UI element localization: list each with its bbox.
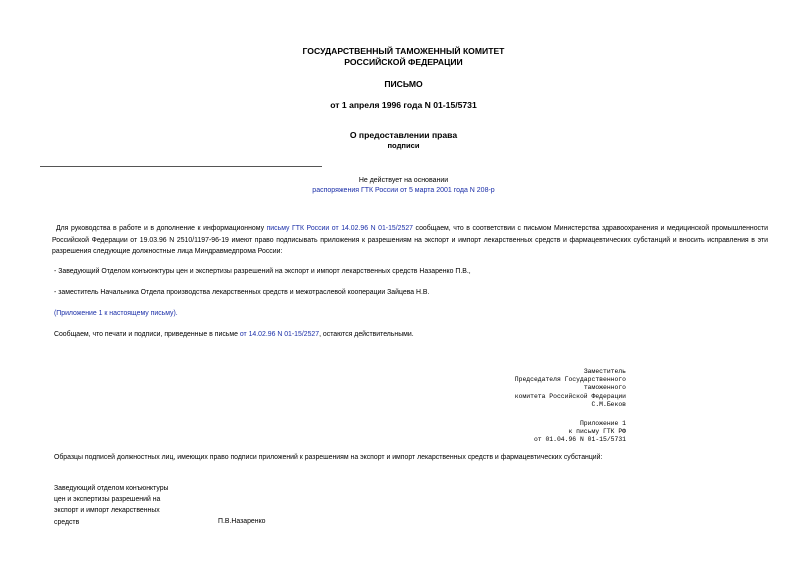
agency-name-line1: ГОСУДАРСТВЕННЫЙ ТАМОЖЕННЫЙ КОМИТЕТ — [302, 46, 505, 56]
appendix-header-line: от 01.04.96 N 01-15/5731 — [533, 436, 626, 444]
body-paragraph-1 — [52, 223, 768, 258]
body-paragraph-1-end: сообщаем, что в соответствии с письмом Министерства здравоохранения и медицинской промышленности Российской Федерации от 19.03.96 N 2510/1197-96-19 имеют право подписывать приложения к разрешениям на экспорт и импорт лекарственных средств и фармацевтических субстанций и вносить исправления в эти разрешения следующие должностные лица Миндравмедпрома России: — [52, 225, 768, 255]
agency-name-line2: РОССИЙСКОЙ ФЕДЕРАЦИИ — [344, 57, 463, 67]
signatory-name: П.В.Назаренко — [218, 518, 266, 525]
header-divider — [40, 166, 322, 167]
body-paragraph-2-start: Сообщаем, что печати и подписи, приведенные в письме — [54, 331, 240, 338]
list-item-1: - Заведующий Отделом конъюнктуры цен и экспертизы разрешений на экспорт и импорт лекарственных средств Назаренко П.В., — [54, 268, 471, 275]
document-subject-line1: О предоставлении права — [349, 130, 458, 140]
appendix-header-line: к письму ГТК РФ — [568, 428, 626, 436]
signatory-position-line: экспорт и импорт лекарственных — [54, 507, 160, 515]
document-subject-line2: подписи — [387, 141, 420, 150]
signatory-position-line: средств — [54, 518, 80, 526]
previous-letter-link[interactable]: от 14.02.96 N 01-15/2527 — [239, 331, 320, 338]
signature-line: Заместитель — [583, 368, 626, 375]
appendix-intro: Образцы подписей должностных лиц, имеющих право подписи приложений к разрешениям на экспорт и импорт лекарственных средств и фармацевтических субстанций: — [54, 454, 603, 461]
signatory-position-line: цен и экспертизы разрешений на — [54, 496, 161, 504]
list-item-2: - заместитель Начальника Отдела производства лекарственных средств и межотраслевой кооперации Зайцева Н.В. — [54, 289, 430, 296]
body-paragraph-2-end: , остаются действительными. — [319, 331, 414, 338]
status-cancellation-link[interactable]: распоряжения ГТК России от 5 марта 2001 года N 208-р — [312, 187, 495, 194]
document-type: ПИСЬМО — [384, 79, 423, 89]
signature-line: комитета Российской Федерации — [514, 392, 626, 400]
status-notice: Не действует на основании — [358, 177, 449, 184]
signatory-position-line: Заведующий отделом конъюнктуры — [54, 485, 169, 492]
document-date-number: от 1 апреля 1996 года N 01-15/5731 — [330, 100, 477, 110]
signature-line: Председателя Государственного — [514, 376, 626, 384]
signature-block — [515, 368, 626, 409]
body-paragraph-2 — [54, 329, 414, 341]
appendix-header-line: Приложение 1 — [579, 420, 626, 427]
reference-letter-link[interactable]: письму ГТК России от 14.02.96 N 01-15/2527 — [266, 225, 413, 232]
signature-line: С.М.Беков — [591, 400, 626, 408]
appendix-link[interactable]: (Приложение 1 к настоящему письму). — [54, 310, 178, 317]
signature-line: таможенного — [583, 384, 626, 392]
body-paragraph-1-start: Для руководства в работе и в дополнение к информационному — [56, 225, 267, 232]
signatory-position — [54, 483, 168, 528]
appendix-header — [534, 420, 626, 445]
